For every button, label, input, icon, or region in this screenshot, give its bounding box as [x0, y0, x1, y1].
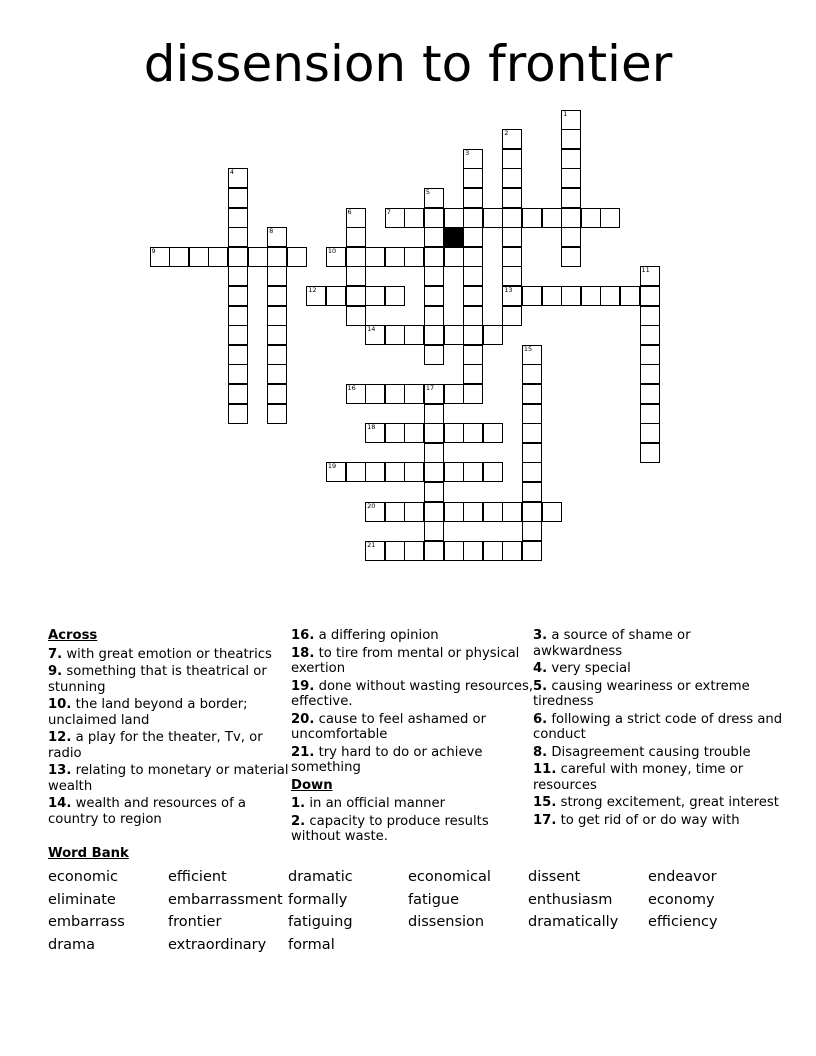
clue-text: the land beyond a border; unclaimed land: [48, 697, 248, 728]
crossword-cell[interactable]: [365, 462, 385, 482]
down-clue: [533, 813, 783, 829]
crossword-cell[interactable]: [502, 168, 522, 188]
crossword-cell[interactable]: [365, 423, 385, 443]
crossword-cell[interactable]: [463, 286, 483, 306]
crossword-cell[interactable]: [228, 247, 248, 267]
crossword-cell[interactable]: [228, 345, 248, 365]
word-bank-word: formally: [288, 891, 348, 908]
crossword-cell[interactable]: [267, 384, 287, 404]
across-clue: [291, 712, 541, 743]
crossword-cell[interactable]: [502, 266, 522, 286]
crossword-cell[interactable]: [522, 384, 542, 404]
clue-number: 19.: [291, 678, 315, 694]
clue-number: 1.: [291, 796, 306, 811]
crossword-cell[interactable]: [228, 404, 248, 424]
clue-text: following a strict code of dress and conduct: [533, 711, 783, 742]
crossword-cell[interactable]: [404, 462, 424, 482]
crossword-cell[interactable]: [463, 502, 483, 522]
crossword-cell[interactable]: [463, 462, 483, 482]
word-bank-word: endeavor: [648, 869, 717, 885]
down-heading: Down: [291, 777, 333, 793]
crossword-cell[interactable]: [640, 266, 660, 286]
across-clue: [48, 730, 298, 761]
down-clue: [533, 795, 783, 811]
crossword-cell[interactable]: [189, 247, 209, 267]
crossword-cell[interactable]: [444, 502, 464, 522]
crossword-cell[interactable]: [502, 502, 522, 522]
crossword-block: [444, 227, 464, 247]
clue-number: 10: [327, 246, 337, 255]
clue-number: 12: [308, 285, 317, 294]
crossword-cell[interactable]: [228, 168, 248, 188]
clue-text: a source of shame or awkwardness: [533, 628, 691, 659]
clue-text: wealth and resources of a country to region: [48, 796, 247, 827]
crossword-cell[interactable]: [561, 208, 581, 228]
clue-column-3: [533, 628, 783, 830]
crossword-cell[interactable]: [424, 306, 444, 326]
clue-number: 8.: [533, 744, 548, 760]
clue-column-2: [291, 628, 541, 847]
clue-number: 17.: [533, 812, 557, 828]
crossword-cell[interactable]: [424, 521, 444, 541]
word-bank-word: formal: [288, 937, 335, 954]
crossword-cell[interactable]: [404, 502, 424, 522]
crossword-cell[interactable]: [424, 208, 444, 228]
crossword-cell[interactable]: [444, 384, 464, 404]
word-bank-word: extraordinary: [168, 937, 267, 954]
crossword-cell[interactable]: [424, 266, 444, 286]
clue-number: 2: [504, 129, 509, 138]
word-bank-word: enthusiasm: [528, 891, 613, 908]
crossword-cell[interactable]: [385, 247, 405, 267]
clue-number: 14.: [48, 796, 72, 811]
crossword-cell[interactable]: [463, 384, 483, 404]
crossword-cell[interactable]: [640, 384, 660, 404]
word-bank-word: embarrass: [48, 914, 125, 931]
crossword-cell[interactable]: [640, 443, 660, 463]
clue-text: try hard to do or achieve something: [291, 744, 483, 775]
crossword-cell[interactable]: [385, 286, 405, 306]
clue-number: 1: [563, 109, 568, 118]
crossword-cell[interactable]: [228, 325, 248, 345]
word-bank-word: frontier: [168, 914, 222, 931]
clue-number: 3: [465, 148, 470, 157]
word-bank-word: dissent: [528, 869, 581, 885]
crossword-cell[interactable]: [326, 462, 346, 482]
crossword-cell[interactable]: [542, 208, 562, 228]
crossword-cell[interactable]: [404, 541, 424, 561]
crossword-cell[interactable]: [404, 325, 424, 345]
crossword-cell[interactable]: [561, 129, 581, 149]
crossword-cell[interactable]: [346, 286, 366, 306]
crossword-cell[interactable]: [228, 266, 248, 286]
clue-number: 11: [641, 266, 650, 275]
clue-text: capacity to produce results without waste.: [291, 813, 489, 844]
crossword-cell[interactable]: [444, 325, 464, 345]
clue-number: 19: [327, 462, 337, 471]
crossword-cell[interactable]: [483, 462, 503, 482]
crossword-cell[interactable]: [542, 502, 562, 522]
down-clue: [533, 745, 783, 761]
crossword-cell[interactable]: [640, 286, 660, 306]
crossword-cell[interactable]: [463, 227, 483, 247]
crossword-cell[interactable]: [228, 306, 248, 326]
clue-number: 9: [151, 246, 156, 255]
crossword-cell[interactable]: [522, 208, 542, 228]
crossword-cell[interactable]: [522, 482, 542, 502]
crossword-cell[interactable]: [267, 404, 287, 424]
crossword-cell[interactable]: [502, 306, 522, 326]
word-bank-word: embarrassment: [168, 891, 283, 908]
clue-number: 21: [367, 540, 376, 549]
clue-text: a differing opinion: [314, 628, 439, 643]
crossword-cell[interactable]: [267, 306, 287, 326]
clue-text: Disagreement causing trouble: [547, 744, 751, 760]
crossword-cell[interactable]: [640, 423, 660, 443]
clue-text: to get rid of or do way with: [556, 812, 740, 828]
clue-text: done without wasting resources, effective.: [291, 678, 534, 709]
crossword-cell[interactable]: [463, 208, 483, 228]
clue-text: strong excitement, great interest: [556, 795, 779, 810]
down-clue: [533, 762, 783, 793]
crossword-cell[interactable]: [267, 364, 287, 384]
crossword-cell[interactable]: [424, 345, 444, 365]
crossword-cell[interactable]: [385, 462, 405, 482]
crossword-cell[interactable]: [404, 208, 424, 228]
clue-text: relating to monetary or material wealth: [48, 763, 289, 794]
crossword-cell[interactable]: [404, 247, 424, 267]
clue-text: careful with money, time or resources: [533, 762, 744, 793]
crossword-cell[interactable]: [365, 325, 385, 345]
crossword-cell[interactable]: [444, 208, 464, 228]
crossword-cell[interactable]: [561, 168, 581, 188]
crossword-cell[interactable]: [502, 149, 522, 169]
crossword-cell[interactable]: [463, 364, 483, 384]
crossword-cell[interactable]: [365, 247, 385, 267]
crossword-cell[interactable]: [463, 306, 483, 326]
across-clue: [48, 763, 298, 794]
crossword-cell[interactable]: [267, 247, 287, 267]
clue-number: 6.: [533, 711, 548, 727]
crossword-cell[interactable]: [424, 286, 444, 306]
across-clue: [48, 664, 298, 695]
crossword-cell[interactable]: [287, 247, 307, 267]
crossword-cell[interactable]: [561, 188, 581, 208]
crossword-cell[interactable]: [522, 423, 542, 443]
word-bank-word: fatiguing: [288, 914, 353, 931]
crossword-cell[interactable]: [463, 247, 483, 267]
crossword-cell[interactable]: [483, 423, 503, 443]
crossword-cell[interactable]: [365, 286, 385, 306]
clue-number: 14: [367, 325, 376, 334]
crossword-cell[interactable]: [581, 286, 601, 306]
crossword-cell[interactable]: [424, 404, 444, 424]
crossword-cell[interactable]: [267, 325, 287, 345]
clue-number: 12.: [48, 730, 72, 745]
crossword-cell[interactable]: [561, 227, 581, 247]
across-clue: [291, 628, 541, 644]
crossword-cell[interactable]: [561, 286, 581, 306]
across-clue: [48, 647, 298, 663]
crossword-cell[interactable]: [228, 227, 248, 247]
crossword-cell[interactable]: [346, 247, 366, 267]
word-bank-word: dramatically: [528, 914, 619, 931]
crossword-cell[interactable]: [365, 541, 385, 561]
crossword-cell[interactable]: [483, 325, 503, 345]
clue-text: with great emotion or theatrics: [62, 646, 272, 662]
clue-text: in an official manner: [305, 796, 446, 811]
crossword-cell[interactable]: [483, 541, 503, 561]
crossword-cell[interactable]: [306, 286, 326, 306]
down-clue: [291, 796, 541, 812]
clue-number: 2.: [291, 813, 306, 829]
clue-text: to tire from mental or physical exertion: [291, 645, 520, 676]
clue-number: 20.: [291, 711, 315, 727]
crossword-cell[interactable]: [444, 423, 464, 443]
crossword-cell[interactable]: [444, 462, 464, 482]
crossword-cell[interactable]: [522, 345, 542, 365]
crossword-cell[interactable]: [385, 325, 405, 345]
crossword-cell[interactable]: [346, 306, 366, 326]
clue-number: 18: [367, 423, 376, 432]
crossword-cell[interactable]: [267, 286, 287, 306]
clue-number: 4: [229, 168, 235, 177]
crossword-cell[interactable]: [424, 443, 444, 463]
crossword-cell[interactable]: [522, 462, 542, 482]
crossword-cell[interactable]: [424, 227, 444, 247]
clue-number: 7: [386, 207, 391, 216]
crossword-cell[interactable]: [424, 325, 444, 345]
crossword-cell[interactable]: [385, 423, 405, 443]
clue-text: causing weariness or extreme tiredness: [533, 678, 750, 709]
clue-number: 11.: [533, 762, 557, 777]
word-bank-word: dramatic: [288, 869, 353, 885]
crossword-cell[interactable]: [463, 188, 483, 208]
down-clue: [533, 679, 783, 710]
crossword-cell[interactable]: [483, 208, 503, 228]
crossword-cell[interactable]: [385, 502, 405, 522]
clue-number: 20: [367, 501, 376, 510]
clue-number: 3.: [533, 628, 548, 643]
crossword-cell[interactable]: [346, 462, 366, 482]
crossword-cell[interactable]: [326, 247, 346, 267]
crossword-cell[interactable]: [385, 208, 405, 228]
word-bank-word: fatigue: [408, 891, 460, 908]
across-clue: [48, 697, 298, 728]
clue-number: 17: [425, 383, 435, 392]
crossword-cell[interactable]: [502, 247, 522, 267]
clue-text: something that is theatrical or stunning: [48, 664, 267, 695]
clue-number: 5.: [533, 678, 548, 694]
crossword-cell[interactable]: [522, 443, 542, 463]
crossword-cell[interactable]: [522, 364, 542, 384]
word-bank-word: efficient: [168, 869, 227, 885]
crossword-cell[interactable]: [502, 208, 522, 228]
crossword-cell[interactable]: [600, 286, 620, 306]
crossword-cell[interactable]: [365, 502, 385, 522]
crossword-cell[interactable]: [522, 286, 542, 306]
crossword-cell[interactable]: [385, 541, 405, 561]
crossword-cell[interactable]: [463, 168, 483, 188]
crossword-cell[interactable]: [502, 227, 522, 247]
crossword-cell[interactable]: [463, 541, 483, 561]
crossword-cell[interactable]: [228, 384, 248, 404]
crossword-cell[interactable]: [346, 227, 366, 247]
crossword-cell[interactable]: [561, 110, 581, 130]
word-bank-heading: Word Bank: [48, 846, 129, 861]
word-bank-word: eliminate: [48, 891, 116, 908]
word-bank-word: efficiency: [648, 914, 718, 931]
across-clue: [291, 745, 541, 776]
clue-number: 18.: [291, 645, 315, 661]
down-clue: [533, 661, 783, 677]
clue-number: 7.: [48, 646, 63, 662]
crossword-cell[interactable]: [365, 384, 385, 404]
crossword-cell[interactable]: [267, 266, 287, 286]
down-clue: [533, 628, 783, 659]
clue-text: very special: [547, 661, 631, 676]
crossword-cell[interactable]: [463, 149, 483, 169]
crossword-cell[interactable]: [385, 384, 405, 404]
crossword-cell[interactable]: [404, 423, 424, 443]
crossword-cell[interactable]: [640, 345, 660, 365]
crossword-cell[interactable]: [424, 541, 444, 561]
clue-number: 16.: [291, 628, 315, 643]
crossword-cell[interactable]: [502, 541, 522, 561]
crossword-cell[interactable]: [424, 502, 444, 522]
word-bank-word: economic: [48, 869, 118, 885]
crossword-cell[interactable]: [248, 247, 268, 267]
crossword-cell[interactable]: [424, 247, 444, 267]
word-bank-word: drama: [48, 937, 96, 954]
crossword-cell[interactable]: [522, 541, 542, 561]
crossword-cell[interactable]: [444, 541, 464, 561]
across-heading: Across: [48, 628, 98, 643]
crossword-cell[interactable]: [600, 208, 620, 228]
crossword-cell[interactable]: [502, 188, 522, 208]
clue-number: 15: [523, 344, 533, 353]
across-clue: [291, 679, 541, 710]
crossword-cell[interactable]: [267, 345, 287, 365]
page-title: dissension to frontier: [143, 35, 673, 93]
clue-number: 5: [425, 187, 431, 196]
crossword-cell[interactable]: [169, 247, 189, 267]
crossword-cell[interactable]: [326, 286, 346, 306]
crossword-cell[interactable]: [561, 149, 581, 169]
crossword-cell[interactable]: [463, 325, 483, 345]
clue-number: 6: [347, 207, 352, 216]
crossword-cell[interactable]: [522, 521, 542, 541]
crossword-cell[interactable]: [228, 286, 248, 306]
crossword-cell[interactable]: [522, 502, 542, 522]
clue-number: 8: [269, 227, 274, 236]
crossword-cell[interactable]: [542, 286, 562, 306]
crossword-cell[interactable]: [502, 129, 522, 149]
crossword-cell[interactable]: [424, 423, 444, 443]
crossword-cell[interactable]: [483, 502, 503, 522]
clue-column-1: [48, 628, 298, 829]
crossword-cell[interactable]: [620, 286, 640, 306]
crossword-cell[interactable]: [640, 404, 660, 424]
crossword-cell[interactable]: [346, 384, 366, 404]
crossword-cell[interactable]: [404, 384, 424, 404]
crossword-cell[interactable]: [267, 227, 287, 247]
crossword-cell[interactable]: [640, 325, 660, 345]
crossword-cell[interactable]: [228, 208, 248, 228]
across-clue: [48, 796, 298, 827]
across-clue: [291, 646, 541, 677]
crossword-cell[interactable]: [228, 364, 248, 384]
crossword-cell[interactable]: [561, 247, 581, 267]
down-clue: [533, 712, 783, 743]
crossword-cell[interactable]: [208, 247, 228, 267]
crossword-cell[interactable]: [640, 364, 660, 384]
clue-number: 9.: [48, 664, 63, 679]
crossword-cell[interactable]: [444, 247, 464, 267]
crossword-cell[interactable]: [640, 306, 660, 326]
crossword-cell[interactable]: [424, 462, 444, 482]
crossword-cell[interactable]: [463, 423, 483, 443]
crossword-cell[interactable]: [463, 345, 483, 365]
crossword-cell[interactable]: [424, 482, 444, 502]
clue-number: 21.: [291, 744, 315, 760]
crossword-cell[interactable]: [463, 266, 483, 286]
crossword-cell[interactable]: [424, 384, 444, 404]
crossword-cell[interactable]: [228, 188, 248, 208]
clue-number: 15.: [533, 795, 557, 810]
crossword-cell[interactable]: [346, 266, 366, 286]
clue-number: 13.: [48, 763, 72, 778]
down-clue: [291, 814, 541, 845]
clue-number: 4.: [533, 661, 548, 676]
crossword-cell[interactable]: [522, 404, 542, 424]
clue-text: cause to feel ashamed or uncomfortable: [291, 711, 486, 742]
crossword-cell[interactable]: [424, 188, 444, 208]
crossword-cell[interactable]: 13: [502, 286, 522, 306]
word-bank-word: dissension: [408, 914, 485, 931]
clue-number: 16: [347, 383, 356, 392]
crossword-cell[interactable]: [346, 208, 366, 228]
word-bank-word: economy: [648, 891, 715, 908]
clue-text: a play for the theater, Tv, or radio: [48, 730, 263, 761]
clue-number: 10.: [48, 697, 72, 712]
word-bank-word: economical: [408, 869, 491, 885]
crossword-cell[interactable]: [581, 208, 601, 228]
crossword-cell[interactable]: [150, 247, 170, 267]
